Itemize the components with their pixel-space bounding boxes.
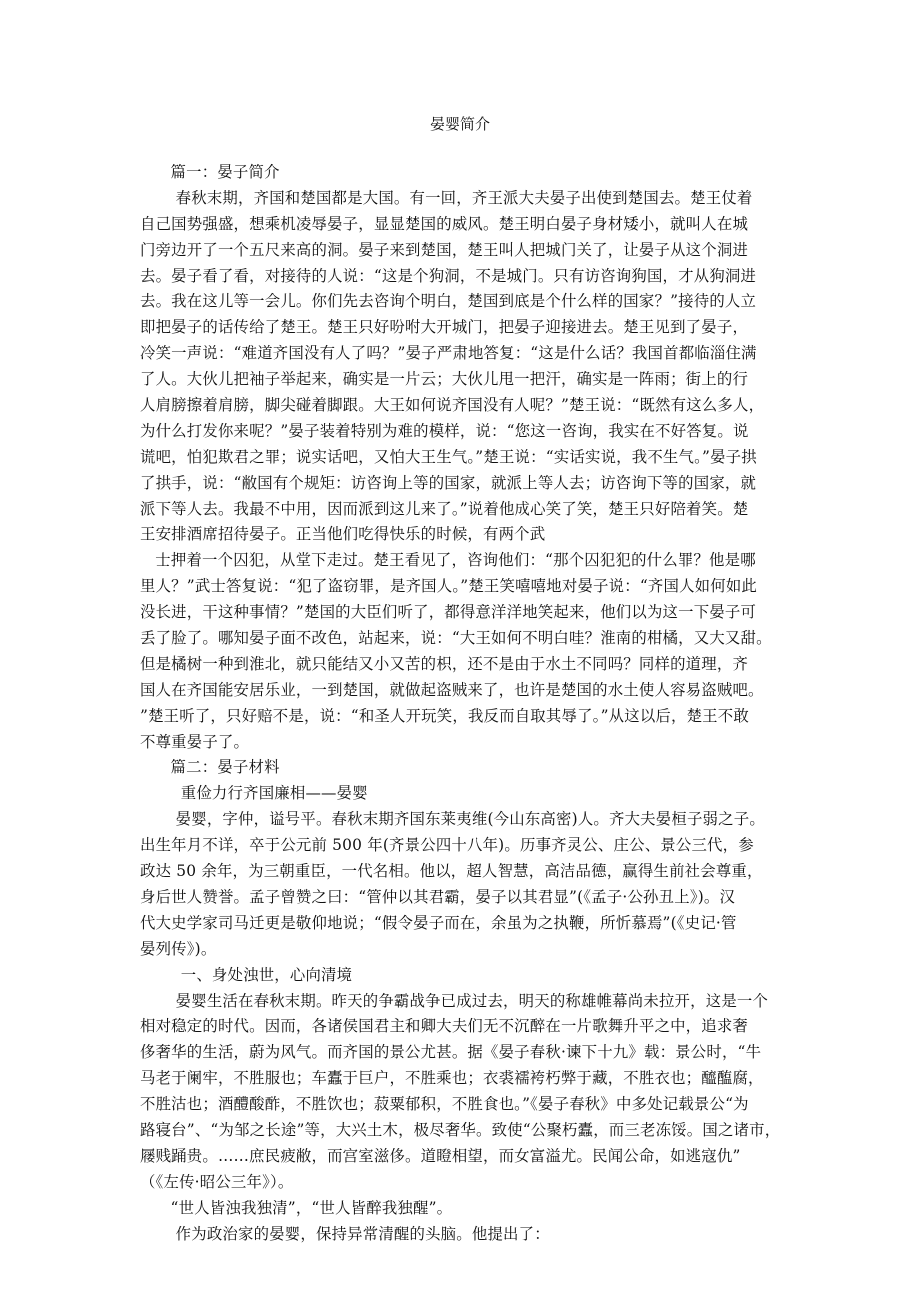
text-line: 里人？”武士答复说：“犯了盗窃罪，是齐国人。”楚王笑嘻嘻地对晏子说：“齐国人如何如此 xyxy=(140,577,758,596)
text-line: 派下等人去。我最不中用，因而派到这儿来了。”说着他成心笑了笑，楚王只好陪着笑。楚 xyxy=(140,499,749,518)
text-line: 篇二：晏子材料 xyxy=(140,758,280,777)
text-line: 没长进，干这种事情？”楚国的大臣们听了，都得意洋洋地笑起来，他们以为这一下晏子可 xyxy=(140,603,757,622)
text-line: 春秋末期，齐国和楚国都是大国。有一回，齐王派大夫晏子出使到楚国去。楚王仗着 xyxy=(140,188,753,207)
text-line: 身后世人赞誉。孟子曾赞之曰：“管仲以其君霸，晏子以其君显”(《孟子·公孙丑上》)。汉 xyxy=(140,887,736,906)
text-line: 了拱手，说：“敝国有个规矩：访咨询上等的国家，就派上等人去；访咨询下等的国家，就 xyxy=(140,473,757,492)
text-line: 丢了脸了。哪知晏子面不改色，站起来，说：“大王如何不明白哇？淮南的柑橘，又大又甜。 xyxy=(140,629,772,648)
text-line: 自己国势强盛，想乘机凌辱晏子，显显楚国的威风。楚王明白晏子身材矮小，就叫人在城 xyxy=(140,214,749,233)
text-line: 国人在齐国能安居乐业，一到楚国，就做起盗贼来了，也许是楚国的水土使人容易盗贼吧。 xyxy=(140,680,764,699)
text-line: “世人皆浊我独清”，“世人皆醉我独醒”。 xyxy=(140,1198,453,1217)
text-line: 作为政治家的晏婴，保持异常清醒的头脑。他提出了： xyxy=(140,1224,550,1243)
text-line: 人肩膀擦着肩膀，脚尖碰着脚跟。大王如何说齐国没有人呢？”楚王说：“既然有这么多人， xyxy=(140,396,765,415)
text-line: 相对稳定的时代。因而，各诸侯国君主和卿大夫们无不沉醉在一片歌舞升平之中，追求奢 xyxy=(140,1017,749,1036)
text-line: 谎吧，怕犯欺君之罪；说实话吧，又怕大王生气。”楚王说：“实话实说，我不生气。”晏子拱 xyxy=(140,447,757,466)
text-line: 路寝台”、“为邹之长途”等，大兴土木，极尽奢华。致使“公聚朽蠹，而三老冻馁。国之诸市， xyxy=(140,1120,781,1139)
text-line: 去。我在这儿等一会儿。你们先去咨询个明白，楚国到底是个什么样的国家？”接待的人立 xyxy=(140,292,757,311)
text-line: 屦贱踊贵。……庶民疲敝，而宫室滋侈。道瞪相望，而女富溢尤。民闻公命，如逃寇仇” xyxy=(140,1146,741,1165)
text-line: 晏列传》)。 xyxy=(140,939,217,958)
text-line: 重俭力行齐国廉相——晏婴 xyxy=(140,784,368,803)
text-line: 士押着一个囚犯，从堂下走过。楚王看见了，咨询他们：“那个囚犯犯的什么罪？他是哪 xyxy=(140,551,756,570)
text-line: 篇一：晏子简介 xyxy=(140,163,280,181)
text-line: 政达 50 余年，为三朝重臣，一代名相。他以，超人智慧，高洁品德，赢得生前社会尊重， xyxy=(140,862,763,881)
document-title: 晏婴简介 xyxy=(429,115,490,133)
text-line: 但是橘树一种到淮北，就只能结又小又苦的枳，还不是由于水土不同吗？同样的道理，齐 xyxy=(140,654,749,673)
text-line: 门旁边开了一个五尺来高的洞。晏子来到楚国，楚王叫人把城门关了，让晏子从这个洞进 xyxy=(140,240,749,259)
text-line: 为什么打发你来呢？”晏子装着特别为难的模样，说：“您这一咨询，我实在不好答复。说 xyxy=(140,421,749,440)
text-line: 一、身处浊世，心向清境 xyxy=(140,965,353,984)
text-line: 去。晏子看了看，对接待的人说：“这是个狗洞，不是城门。只有访咨询狗国，才从狗洞进 xyxy=(140,266,757,285)
text-line: （《左传·昭公三年》）。 xyxy=(140,1172,294,1191)
text-line: 侈奢华的生活，蔚为风气。而齐国的景公尤甚。据《晏子春秋·谏下十九》载：景公时，“牛 xyxy=(140,1043,762,1062)
document-body xyxy=(140,160,800,1247)
text-line: 代大史学家司马迁更是敬仰地说；“假令晏子而在，余虽为之执鞭，所忻慕焉”(《史记·管 xyxy=(140,913,737,932)
text-line: 不尊重晏子了。 xyxy=(140,732,250,751)
text-line: ”楚王听了，只好赔不是，说：“和圣人开玩笑，我反而自取其辱了。”从这以后，楚王不敢 xyxy=(140,706,749,725)
text-line: 即把晏子的话传给了楚王。楚王只好吩咐大开城门，把晏子迎接进去。楚王见到了晏子， xyxy=(140,318,749,337)
text-line: 不胜沽也；酒醴酸酢，不胜饮也；菽粟郁积，不胜食也。”《晏子春秋》中多处记载景公“为 xyxy=(140,1095,749,1114)
text-line: 出生年月不详，卒于公元前 500 年(齐景公四十八年)。历事齐灵公、庄公、景公三代，参 xyxy=(140,836,754,855)
text-line: 马老于阑牢，不胜服也；车蠹于巨户，不胜乘也；衣裘襦袴朽弊于藏，不胜衣也；醯醢腐， xyxy=(140,1069,764,1088)
text-line: 王安排酒席招待晏子。正当他们吃得快乐的时候，有两个武 xyxy=(140,525,546,544)
text-line: 晏婴生活在春秋末期。昨天的争霸战争已成过去，明天的称雄帷幕尚未拉开，这是一个 xyxy=(140,991,769,1010)
text-line: 冷笑一声说：“难道齐国没有人了吗？”晏子严肃地答复：“这是什么话？我国首都临淄住满 xyxy=(140,344,757,363)
text-line: 晏婴，字仲，谥号平。春秋末期齐国东莱夷维(今山东高密)人。齐大夫晏桓子弱之子。 xyxy=(140,810,765,829)
text-line: 了人。大伙儿把袖子举起来，确实是一片云；大伙儿甩一把汗，确实是一阵雨；街上的行 xyxy=(140,370,749,389)
